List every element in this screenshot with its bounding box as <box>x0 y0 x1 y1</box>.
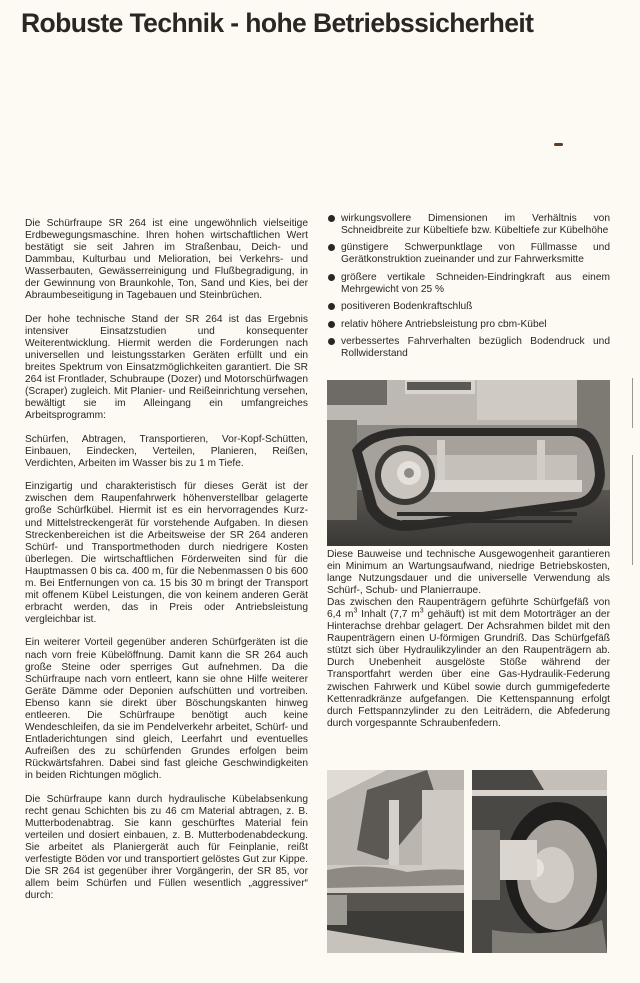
bullet-icon <box>328 303 335 310</box>
print-speck <box>554 143 563 146</box>
track-idler-photo <box>472 770 607 953</box>
list-item: wirkungsvollere Dimensionen im Verhältnis von Schneidbreite zur Kübeltiefe bzw. Kübeltiefe zur Kübelhöhe <box>327 213 610 237</box>
bullet-icon <box>328 321 335 328</box>
page-edge-line <box>632 455 633 565</box>
technical-status-paragraph: Der hohe technische Stand der SR 264 ist das Ergebnis intensiver Einsatzstudien und konsequenter Weiterentwicklung. Hiermit werden die Forderungen nach universellen und leistungsstarken Geräten erfüllt und ein breites Spektrum von Einsatzmöglichkeiten garantiert. Die SR 264 ist Frontlader, Schubraupe (Dozer) und Motorschürfwagen (Scraper) zugleich. Mit Planier- und Reißeinrichtung versehen, bewältigt sie im Alleingang ein umfangreiches Arbeitsprogramm: <box>25 313 308 422</box>
left-column <box>25 218 308 913</box>
page-title: Robuste Technik - hohe Betriebssicherheit <box>21 8 534 38</box>
bucket-volume-paragraph: Das zwischen den Raupenträgern geführte Schürfgefäß von 6,4 $m^3$ Inhalt (7,7 $m^3$ gehäuft) ist mit dem Motorträger an der Hinterachse drehbar gelagert. Der Achsrahmen bildet mit den Raupenträgern einen U-förmigen Grundriß. Das Schürfgefäß stützt sich über Hydraulikzylinder an den Raupenträgern ab. Durch Unebenheit ausgelöste Stöße während der Transportfahrt werden über eine Gas-Hydraulik-Federung zwischen Fahrwerk und Kübel sowie durch gummigefederte Kettenradkränze aufgefangen. Die Kettenspannung erfolgt durch Fettspannzylinder zu den Leiträdern, die Abfederung durch vorgespannte Schraubenfedern. <box>327 597 610 729</box>
list-item: relativ höhere Antriebsleistung pro cbm-Kübel <box>327 319 610 331</box>
list-item: positiveren Bodenkraftschluß <box>327 301 610 313</box>
advantage-paragraph: Ein weiterer Vorteil gegenüber anderen Schürfgeräten ist die nach vorn freie Kübelöffnung. Damit kann die SR 264 auch große Steine oder sperriges Gut aufnehmen. Da die Schürfraupe nach vorn entleert, kann sie ohne Hilfe weiterer Geräte Dämme oder Deponien aufschütten und vortreiben. Ebenso kann sie direkt über Böschungskanten hinweg entleeren. Die Schürfraupe benötigt auch keine Wendeschleifen, da sie im Pendelverkehr arbeitet, Schürf- und Entladerichtungen sind gleich, Leerfahrt und eventuelles Aufreißen des zu schürfenden Grundes erfolgen beim Rückwärtsfahren. Dabei sind fast gleiche Geschwindigkeiten in beiden Richtungen möglich. <box>25 637 308 781</box>
intro-paragraph: Die Schürfraupe SR 264 ist eine ungewöhnlich vielseitige Erdbewegungsmaschine. Ihren hohen wirtschaftlichen Wert bestätigt sie seit Jahren im Straßenbau, Deich- und Dammbau, Kulturbau und Melioration, bei Verkehrs- und Wasserbauten, Gewässerreinigung und Flußbegradigung, in der Gewinnung von Braunkohle, Ton, Sand und Kies, bei der Abraumbeseitigung in Tagebauen und Steinbrüchen. <box>25 218 308 302</box>
crawler-track-photo <box>327 380 610 546</box>
bullet-icon <box>328 215 335 222</box>
page-edge-line <box>632 378 633 428</box>
list-item: verbessertes Fahrverhalten bezüglich Bodendruck und Rollwiderstand <box>327 336 610 360</box>
bullet-icon <box>328 274 335 281</box>
list-item: günstigere Schwerpunktlage von Füllmasse und Gerätkonstruktion zueinander und zur Fahrwerksmitte <box>327 242 610 266</box>
work-program-paragraph: Schürfen, Abtragen, Transportieren, Vor-Kopf-Schütten, Einbauen, Eindecken, Verteilen, Planieren, Reißen, Verdichten, Arbeiten im Wasser bis zu 1 m Tiefe. <box>25 433 308 469</box>
right-column-text <box>327 549 610 730</box>
bullet-icon <box>328 244 335 251</box>
list-item: größere vertikale Schneiden-Eindringkraft aus einem Mehrgewicht von 25 % <box>327 272 610 296</box>
design-paragraph: Diese Bauweise und technische Ausgewogenheit garantieren ein Minimum an Wartungsaufwand, niedrige Betriebskosten, lange Nutzungsdauer und die universelle Verwendung als Schürf-, Schub- und Planierraupe. <box>327 549 610 597</box>
feature-list <box>327 213 610 365</box>
bullet-icon <box>328 338 335 345</box>
bucket-paragraph: Einzigartig und charakteristisch für dieses Gerät ist der zwischen dem Raupenfahrwerk höhenverstellbar gelagerte große Schürfkübel. Hiermit ist es ein hervorragendes Kurz- und Mittelstreckengerät für vorstehende Aufgaben. In diesen Streckenbereichen ist die Arbeitsweise der SR 264 anderen Schürf- und Transportmethoden durch niedrigere Kosten überlegen. Die wirtschaftlichen Förderweiten sind für die Hauptmassen 0 bis ca. 400 m, für die Nebenmassen 0 bis 600 m. Bei Entfernungen von ca. 15 bis 30 m bringt der Transport mit offenem Kübel Leistungen, die von keinem anderen Gerät erbracht werden, das in Preis oder Antriebsleistung vergleichbar ist. <box>25 481 308 625</box>
hydraulic-paragraph: Die Schürfraupe kann durch hydraulische Kübelabsenkung recht genau Schichten bis zu 46 cm Material abtragen, z. B. Mutterbodenabtrag. Sie kann geschürftes Material fein verteilen und dosiert einbauen, z. B. Mutterbodenabdeckung. Sie arbeitet als Planiergerät auch für Feinplanie, reißt verfestigte Böden vor und transportiert gelöstes Gut zur Kippe. Die SR 264 ist gegenüber ihrer Vorgängerin, der SR 85, vor allem beim Schürfen und Füllen wesentlich „aggressiver“ durch: <box>25 793 308 901</box>
bucket-cylinder-photo <box>327 770 464 953</box>
